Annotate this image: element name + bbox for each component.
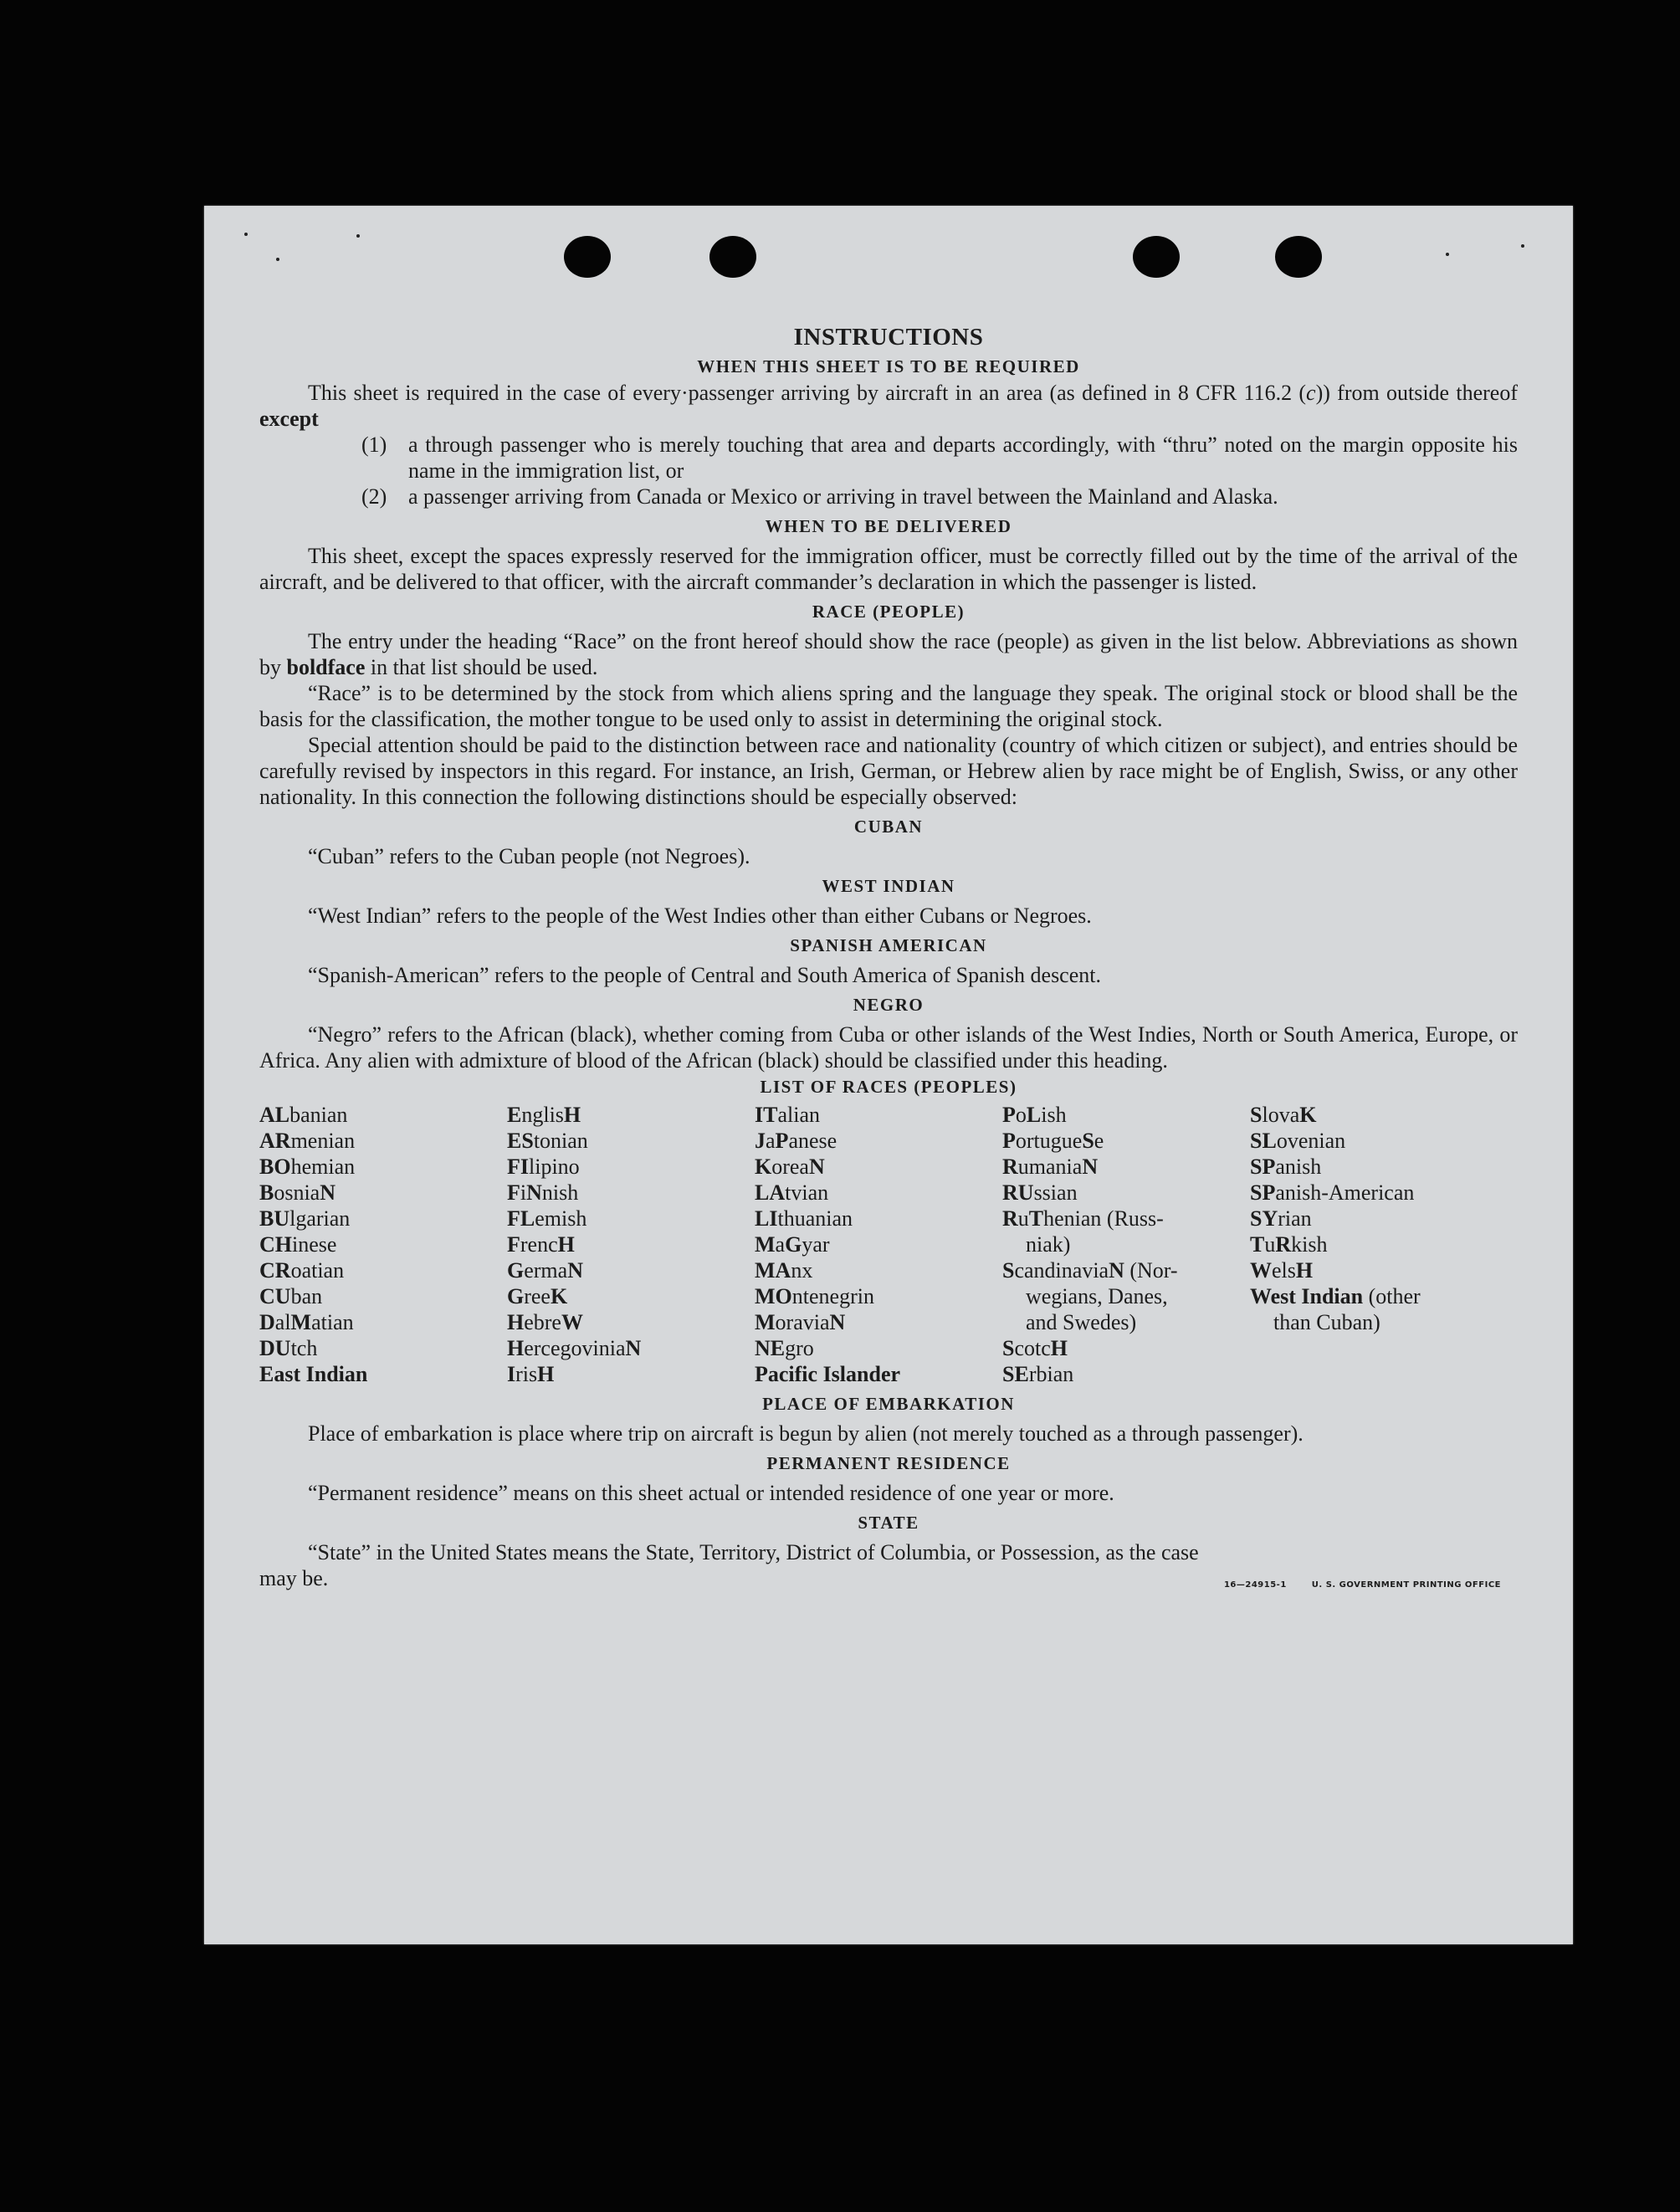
speck — [1521, 244, 1524, 248]
race-entry: DalMatian — [259, 1310, 354, 1334]
race-entry: FIlipino — [507, 1155, 580, 1179]
page-title: INSTRUCTIONS — [793, 324, 984, 351]
race-entry: TuRkish — [1250, 1232, 1328, 1257]
race-entry: BosniaN — [259, 1180, 336, 1205]
race-heading: RACE (PEOPLE) — [812, 602, 965, 622]
race-entry: RumaniaN — [1002, 1155, 1099, 1179]
race-paragraph-3: Special attention should be paid to the distinction between race and nationality (country of which citizen or subject), and entries should be carefully revised by inspectors in this regard. For instance, an Irish, German, or Hebrew alien by race might be of English, Swiss, or any other nationality. In this connection the following distinctions should be especially observed: — [259, 733, 1518, 809]
race-entry: FrencH — [507, 1232, 575, 1257]
residence-text: “Permanent residence” means on this sheet actual or intended residence of one year or more. — [308, 1481, 1114, 1505]
punch-hole — [564, 236, 611, 278]
race-entry: MaGyar — [755, 1232, 830, 1257]
speck — [356, 234, 360, 238]
printer-imprint — [1224, 1580, 1501, 1591]
races-column — [259, 1102, 507, 1387]
races-column — [755, 1102, 1002, 1387]
speck — [276, 258, 279, 261]
race-entry: FiNnish — [507, 1180, 579, 1205]
race-entry: West Indian (other — [1250, 1284, 1421, 1308]
race-entry: ScotcH — [1002, 1336, 1068, 1360]
race-entry: MoraviaN — [755, 1310, 846, 1334]
race-entry: SErbian — [1002, 1362, 1074, 1386]
race-entry: HercegoviniaN — [507, 1336, 642, 1360]
race-entry-continuation: than Cuban) — [1273, 1310, 1380, 1334]
form-code: 16—24915-1 — [1223, 1580, 1287, 1590]
race-entry: ARmenian — [259, 1129, 356, 1153]
race-entry: East Indian — [259, 1362, 368, 1386]
punch-hole — [709, 236, 756, 278]
negro-text: “Negro” refers to the African (black), whether coming from Cuba or other islands of the West Indies, North or South America, Europe, or Africa. Any alien with admixture of blood of the African (black) should be classified under this heading. — [259, 1022, 1518, 1073]
race-entry: CUban — [259, 1284, 323, 1308]
race-entry: IrisH — [507, 1362, 555, 1386]
race-entry: RUssian — [1002, 1180, 1078, 1205]
when-required-heading: WHEN THIS SHEET IS TO BE REQUIRED — [697, 356, 1080, 376]
race-entry: CRoatian — [259, 1258, 345, 1283]
race-entry: KoreaN — [755, 1155, 825, 1179]
races-column — [1002, 1102, 1250, 1387]
race-entry: SPanish-American — [1250, 1180, 1415, 1205]
embarkation-heading: PLACE OF EMBARKATION — [762, 1394, 1015, 1414]
race-paragraph-1: The entry under the heading “Race” on the front hereof should show the race (people) as given in the list below. Abbreviations as shown by boldface in that list should be used. — [259, 629, 1518, 679]
when-required-intro: This sheet is required in the case of every·passenger arriving by aircraft in an area (as defined in 8 CFR 116.2 (c)) from outside thereof except — [259, 381, 1518, 431]
race-entry: LAtvian — [755, 1180, 829, 1205]
race-entry: GermaN — [507, 1258, 583, 1283]
races-column — [1250, 1102, 1498, 1387]
race-entry: FLemish — [507, 1206, 587, 1231]
race-entry: SLovenian — [1250, 1129, 1346, 1153]
when-delivered-text: This sheet, except the spaces expressly reserved for the immigration officer, must be correctly filled out by the time of the arrival of the aircraft, and be delivered to that officer, with the aircraft commander’s declaration in which the passenger is listed. — [259, 544, 1518, 594]
race-entry-continuation: wegians, Danes, — [1026, 1284, 1168, 1308]
race-entry: HebreW — [507, 1310, 583, 1334]
punch-hole — [1133, 236, 1180, 278]
race-entry: GreeK — [507, 1284, 568, 1308]
race-entry: SlovaK — [1250, 1103, 1317, 1127]
race-entry: SYrian — [1250, 1206, 1312, 1231]
state-heading: STATE — [858, 1513, 919, 1533]
footer-line — [259, 1565, 1518, 1591]
exception-item: (1) a through passenger who is merely touching that area and departs accordingly, with “thru” noted on the margin opposite his name in the immigration list, or — [361, 433, 1518, 483]
race-entry: Pacific Islander — [755, 1362, 901, 1386]
race-entry: EStonian — [507, 1129, 588, 1153]
race-entry: BOhemian — [259, 1155, 356, 1179]
west-indian-text: “West Indian” refers to the people of the West Indies other than either Cubans or Negroes. — [308, 904, 1092, 928]
cuban-heading: CUBAN — [853, 817, 924, 837]
embarkation-text: Place of embarkation is place where trip on aircraft is begun by alien (not merely touched as a through passenger). — [308, 1421, 1304, 1446]
document-sheet — [204, 206, 1573, 1944]
race-entry: DUtch — [259, 1336, 318, 1360]
race-entry: RuThenian (Russ- — [1002, 1206, 1164, 1231]
race-entry: JaPanese — [755, 1129, 837, 1153]
negro-heading: NEGRO — [853, 995, 925, 1015]
races-column — [507, 1102, 755, 1387]
race-entry: EnglisH — [507, 1103, 581, 1127]
race-entry: ITalian — [755, 1103, 820, 1127]
state-text-end: may be. — [259, 1566, 329, 1590]
race-entry: NEgro — [755, 1336, 814, 1360]
race-entry-continuation: and Swedes) — [1026, 1310, 1137, 1334]
race-paragraph-2: “Race” is to be determined by the stock from which aliens spring and the language they speak. The original stock or blood shall be the basis for the classification, the mother tongue to be used only to assist in determining the original stock. — [259, 681, 1518, 731]
race-entry: SPanish — [1250, 1155, 1322, 1179]
races-list-heading: LIST OF RACES (PEOPLES) — [760, 1077, 1017, 1097]
race-entry: WelsH — [1250, 1258, 1314, 1283]
race-entry: LIthuanian — [755, 1206, 853, 1231]
race-entry: PortugueSe — [1002, 1129, 1104, 1153]
race-entry-continuation: niak) — [1026, 1232, 1071, 1257]
west-indian-heading: WEST INDIAN — [822, 876, 955, 896]
speck — [1446, 253, 1449, 256]
race-entry: CHinese — [259, 1232, 337, 1257]
race-entry: ALbanian — [259, 1103, 348, 1127]
residence-heading: PERMANENT RESIDENCE — [766, 1453, 1011, 1473]
race-entry: PoLish — [1002, 1103, 1067, 1127]
printer-name: U. S. GOVERNMENT PRINTING OFFICE — [1311, 1580, 1501, 1590]
speck — [244, 233, 248, 236]
race-entry: BUlgarian — [259, 1206, 351, 1231]
race-entry: MAnx — [755, 1258, 813, 1283]
race-entry: MOntenegrin — [755, 1284, 874, 1308]
race-entry: ScandinaviaN (Nor- — [1002, 1258, 1178, 1283]
spanish-american-heading: SPANISH AMERICAN — [790, 935, 987, 955]
instructions-content — [259, 321, 1518, 1591]
races-table — [259, 1102, 1518, 1387]
punch-hole — [1275, 236, 1322, 278]
exception-item: (2) a passenger arriving from Canada or Mexico or arriving in travel between the Mainland and Alaska. — [361, 484, 1278, 509]
spanish-american-text: “Spanish-American” refers to the people of Central and South America of Spanish descent. — [308, 963, 1101, 987]
when-delivered-heading: WHEN TO BE DELIVERED — [765, 516, 1012, 536]
state-text: “State” in the United States means the State, Territory, District of Columbia, or Possession, as the case — [308, 1540, 1199, 1564]
cuban-text: “Cuban” refers to the Cuban people (not Negroes). — [308, 844, 750, 868]
